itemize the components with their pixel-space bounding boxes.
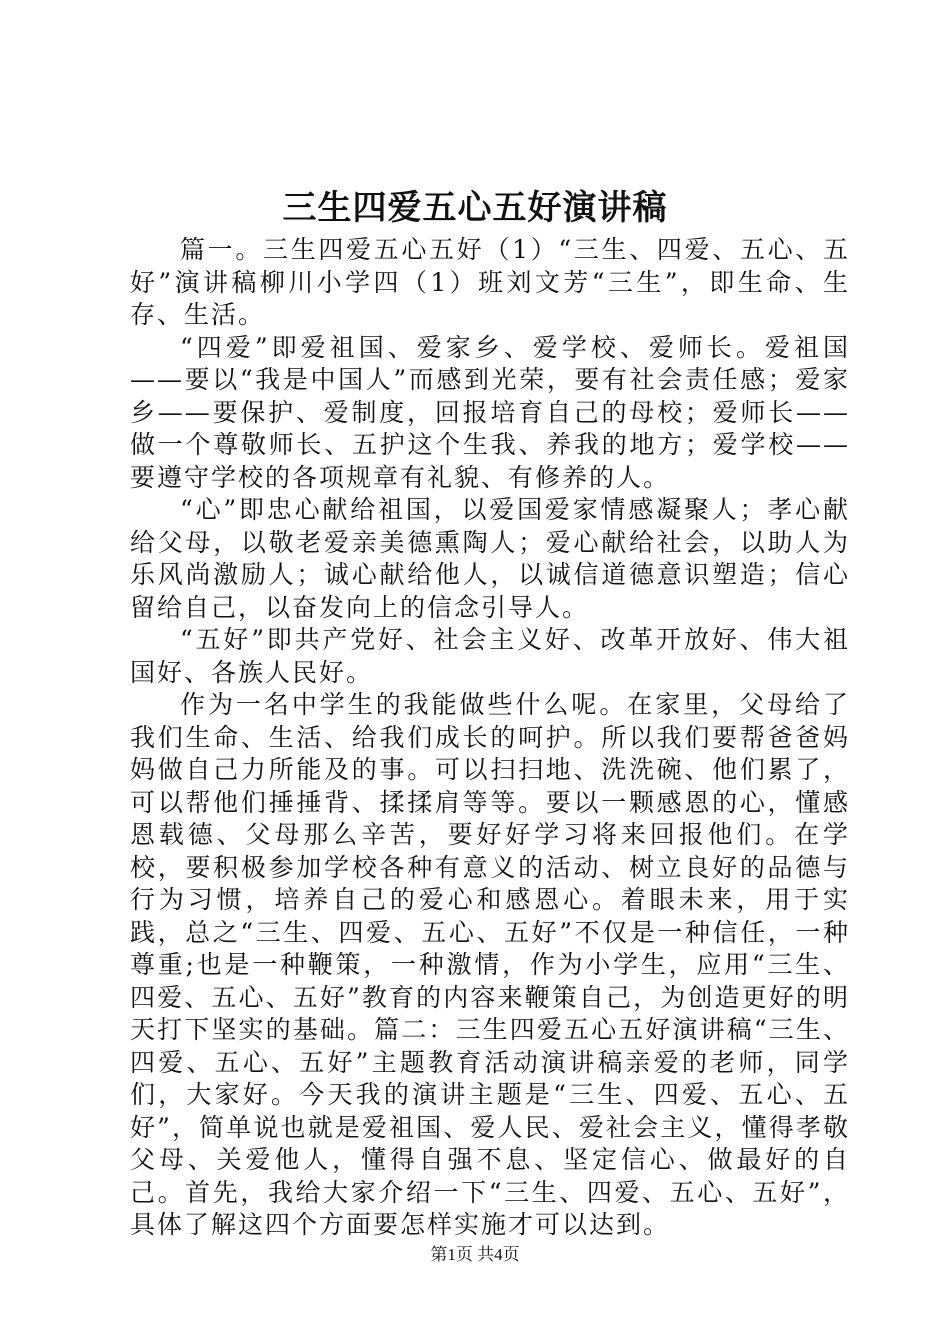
paragraph-2: “四爱”即爱祖国、爱家乡、爱学校、爱师长。爱祖国——要以“我是中国人”而感到光荣，要有社会责任感；爱家乡——要保护、爱制度，回报培育自己的母校；爱师长——做一个尊敬师长、五护这个生我、养我的地方；爱学校——要遵守学校的各项规章有礼貌、有修养的人。 [130, 332, 850, 492]
paragraph-5: 作为一名中学生的我能做些什么呢。在家里，父母给了我们生命、生活、给我们成长的呵护。所以我们要帮爸爸妈妈做自己力所能及的事。可以扫扫地、洗洗碗、他们累了，可以帮他们捶捶背、揉揉肩等等。要以一颗感恩的心，懂感恩载德、父母那么辛苦，要好好学习将来回报他们。在学校，要积极参加学校各种有意义的活动、树立良好的品德与行为习惯，培养自己的爱心和感恩心。着眼未来，用于实践，总之“三生、四爱、五心、五好”不仅是一种信任，一种尊重;也是一种鞭策，一种激情，作为小学生，应用“三生、四爱、五心、五好”教育的内容来鞭策自己，为创造更好的明天打下坚实的基础。篇二：三生四爱五心五好演讲稿“三生、四爱、五心、五好”主题教育活动演讲稿亲爱的老师，同学们，大家好。今天我的演讲主题是“三生、四爱、五心、五好”，简单说也就是爱祖国、爱人民、爱社会主义，懂得孝敬父母、关爱他人，懂得自强不息、坚定信心、做最好的自己。首先，我给大家介绍一下“三生、四爱、五心、五好”，具体了解这四个方面要怎样实施才可以达到。 [130, 690, 850, 1239]
document-body [130, 234, 850, 1242]
document-title: 三生四爱五心五好演讲稿 [282, 188, 668, 228]
paragraph-3: “心”即忠心献给祖国，以爱国爱家情感凝聚人；孝心献给父母，以敬老爱亲美德熏陶人；爱心献给社会，以助人为乐风尚激励人；诚心献给他人，以诚信道德意识塑造；信心留给自己，以奋发向上的信念引导人。 [130, 495, 850, 622]
paragraph-1: 篇一。三生四爱五心五好（1）“三生、四爱、五心、五好”演讲稿柳川小学四（1）班刘文芳“三生”，即生命、生存、生活。 [130, 235, 850, 329]
paragraph-4: “五好”即共产党好、社会主义好、改革开放好、伟大祖国好、各族人民好。 [130, 625, 850, 687]
page-number-footer: 第1页 共4页 [430, 1245, 520, 1264]
